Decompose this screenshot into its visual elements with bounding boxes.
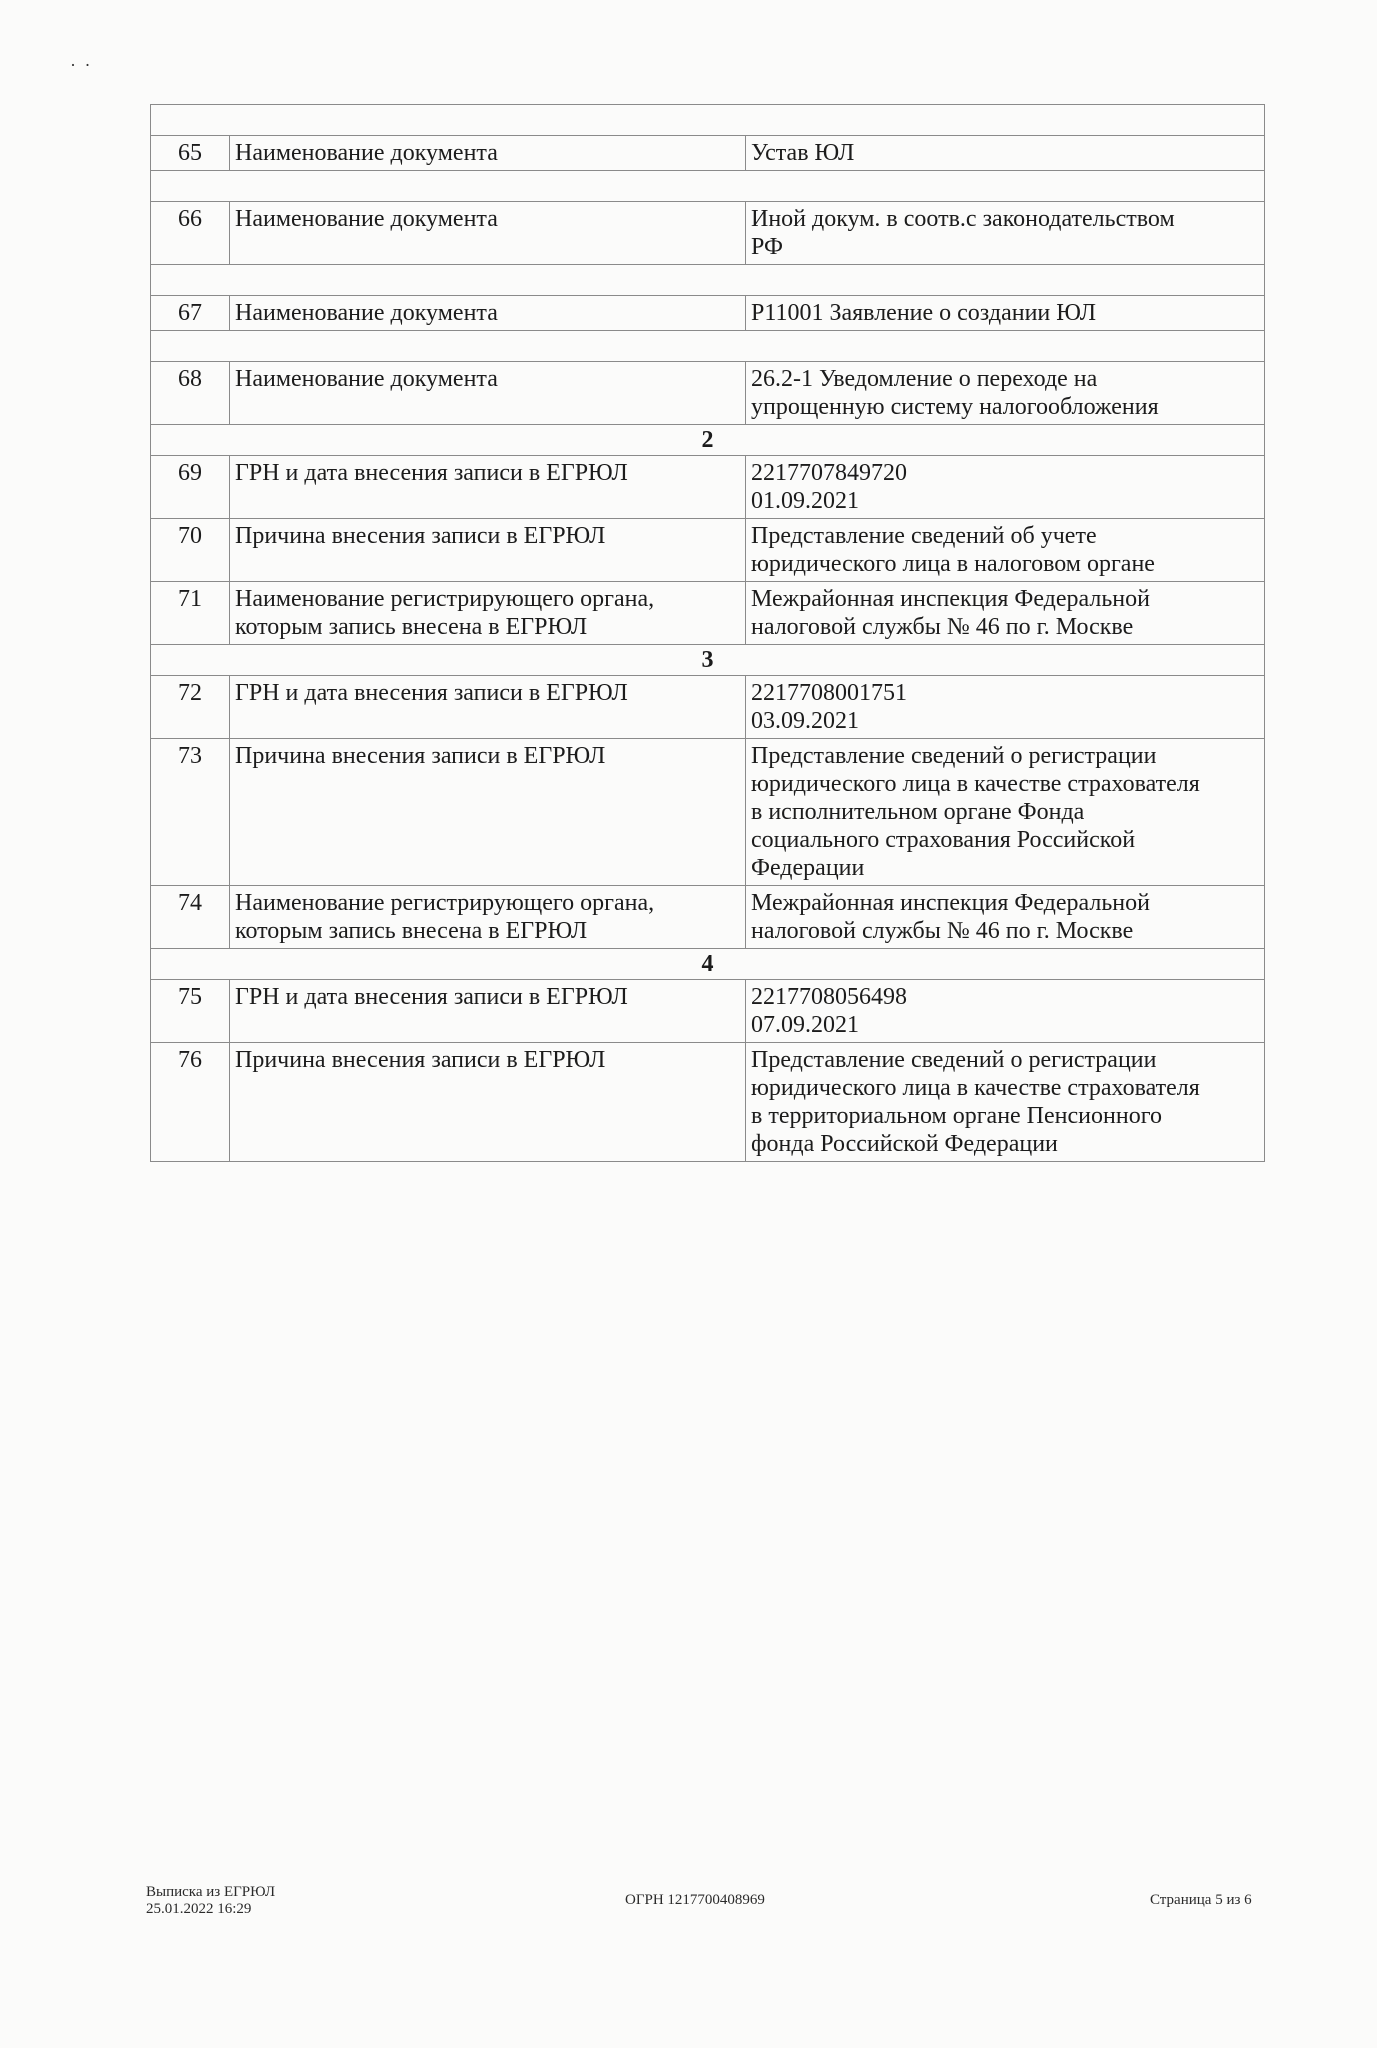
field-name-line: Наименование документа [235, 140, 498, 166]
row-number: 68 [151, 362, 230, 425]
field-value [746, 676, 1265, 739]
field-value [746, 980, 1265, 1043]
table-row [151, 980, 1265, 1043]
table-row [151, 296, 1265, 331]
field-value-line: юридического лица в налоговом органе [751, 551, 1155, 577]
field-name [230, 980, 746, 1043]
row-number: 70 [151, 519, 230, 582]
table-row [151, 886, 1265, 949]
field-value-line: Устав ЮЛ [751, 140, 855, 166]
section-number: 3 [151, 645, 1265, 676]
field-name-line: Наименование документа [235, 206, 498, 232]
egrul-table-body [151, 105, 1265, 1162]
table-row [151, 582, 1265, 645]
table-row [151, 739, 1265, 886]
field-value-line: в исполнительном органе Фонда [751, 799, 1085, 825]
field-value [746, 519, 1265, 582]
field-name-line: ГРН и дата внесения записи в ЕГРЮЛ [235, 984, 628, 1010]
field-name [230, 886, 746, 949]
field-value [746, 1043, 1265, 1162]
field-value-line: упрощенную систему налогообложения [751, 394, 1159, 420]
table-row [151, 136, 1265, 171]
row-number: 72 [151, 676, 230, 739]
field-value-line: социального страхования Российской [751, 827, 1136, 853]
field-value-line: налоговой службы № 46 по г. Москве [751, 918, 1134, 944]
field-value-line: 03.09.2021 [751, 708, 859, 734]
field-value-line: 26.2-1 Уведомление о переходе на [751, 366, 1098, 392]
field-value [746, 296, 1265, 331]
table-row [151, 1043, 1265, 1162]
scan-mark: · · [70, 55, 93, 75]
field-value-line: Представление сведений о регистрации [751, 1047, 1157, 1073]
field-name-line: которым запись внесена в ЕГРЮЛ [235, 918, 588, 944]
field-name-line: Наименование документа [235, 366, 498, 392]
field-value-line: РФ [751, 234, 783, 260]
spacer-cell [151, 265, 1265, 296]
row-number: 67 [151, 296, 230, 331]
field-name [230, 676, 746, 739]
section-row [151, 949, 1265, 980]
field-value-line: фонда Российской Федерации [751, 1131, 1058, 1157]
spacer-row [151, 171, 1265, 202]
footer-left [146, 1884, 275, 1918]
field-value-line: 2217708056498 [751, 984, 907, 1010]
field-value-line: Представление сведений о регистрации [751, 743, 1157, 769]
row-number: 66 [151, 202, 230, 265]
field-value-line: Федерации [751, 855, 865, 881]
field-value-line: юридического лица в качестве страхователя [751, 771, 1200, 797]
field-value-line: юридического лица в качестве страхователя [751, 1075, 1200, 1101]
table-row [151, 519, 1265, 582]
field-value-line: Р11001 Заявление о создании ЮЛ [751, 300, 1096, 326]
row-number: 75 [151, 980, 230, 1043]
row-number: 65 [151, 136, 230, 171]
field-value [746, 739, 1265, 886]
egrul-table [150, 104, 1265, 1162]
field-name [230, 582, 746, 645]
footer-ogrn: ОГРН 1217700408969 [625, 1892, 765, 1908]
table-row [151, 362, 1265, 425]
field-value-line: 2217707849720 [751, 460, 907, 486]
field-value-line: в территориальном органе Пенсионного [751, 1103, 1162, 1129]
row-number: 73 [151, 739, 230, 886]
field-name-line: которым запись внесена в ЕГРЮЛ [235, 614, 588, 640]
field-value [746, 886, 1265, 949]
field-name-line: Наименование документа [235, 300, 498, 326]
field-value [746, 202, 1265, 265]
row-number: 69 [151, 456, 230, 519]
field-name-line: Причина внесения записи в ЕГРЮЛ [235, 743, 606, 769]
spacer-cell [151, 105, 1265, 136]
field-value-line: налоговой службы № 46 по г. Москве [751, 614, 1134, 640]
field-value-line: 2217708001751 [751, 680, 907, 706]
table-row [151, 456, 1265, 519]
spacer-row [151, 331, 1265, 362]
field-value [746, 456, 1265, 519]
field-name [230, 296, 746, 331]
field-name [230, 519, 746, 582]
field-name [230, 136, 746, 171]
field-value [746, 582, 1265, 645]
row-number: 76 [151, 1043, 230, 1162]
section-number: 2 [151, 425, 1265, 456]
spacer-row [151, 265, 1265, 296]
field-value [746, 136, 1265, 171]
field-value-line: Межрайонная инспекция Федеральной [751, 890, 1150, 916]
field-value-line: 07.09.2021 [751, 1012, 859, 1038]
row-number: 74 [151, 886, 230, 949]
field-name-line: Наименование регистрирующего органа, [235, 586, 655, 612]
spacer-cell [151, 171, 1265, 202]
row-number: 71 [151, 582, 230, 645]
field-name [230, 362, 746, 425]
field-name [230, 202, 746, 265]
footer-page-number: Страница 5 из 6 [1150, 1892, 1252, 1908]
field-value [746, 362, 1265, 425]
footer-doc-datetime: 25.01.2022 16:29 [146, 1901, 252, 1917]
field-name-line: Причина внесения записи в ЕГРЮЛ [235, 1047, 606, 1073]
section-row [151, 425, 1265, 456]
field-name [230, 739, 746, 886]
field-value-line: 01.09.2021 [751, 488, 859, 514]
field-name [230, 1043, 746, 1162]
field-value-line: Иной докум. в соотв.с законодательством [751, 206, 1175, 232]
table-row [151, 676, 1265, 739]
field-value-line: Межрайонная инспекция Федеральной [751, 586, 1150, 612]
field-name-line: ГРН и дата внесения записи в ЕГРЮЛ [235, 680, 628, 706]
spacer-row [151, 105, 1265, 136]
field-name-line: ГРН и дата внесения записи в ЕГРЮЛ [235, 460, 628, 486]
field-value-line: Представление сведений об учете [751, 523, 1097, 549]
section-number: 4 [151, 949, 1265, 980]
field-name [230, 456, 746, 519]
field-name-line: Причина внесения записи в ЕГРЮЛ [235, 523, 606, 549]
spacer-cell [151, 331, 1265, 362]
table-row [151, 202, 1265, 265]
section-row [151, 645, 1265, 676]
field-name-line: Наименование регистрирующего органа, [235, 890, 655, 916]
footer-doc-title: Выписка из ЕГРЮЛ [146, 1884, 275, 1900]
